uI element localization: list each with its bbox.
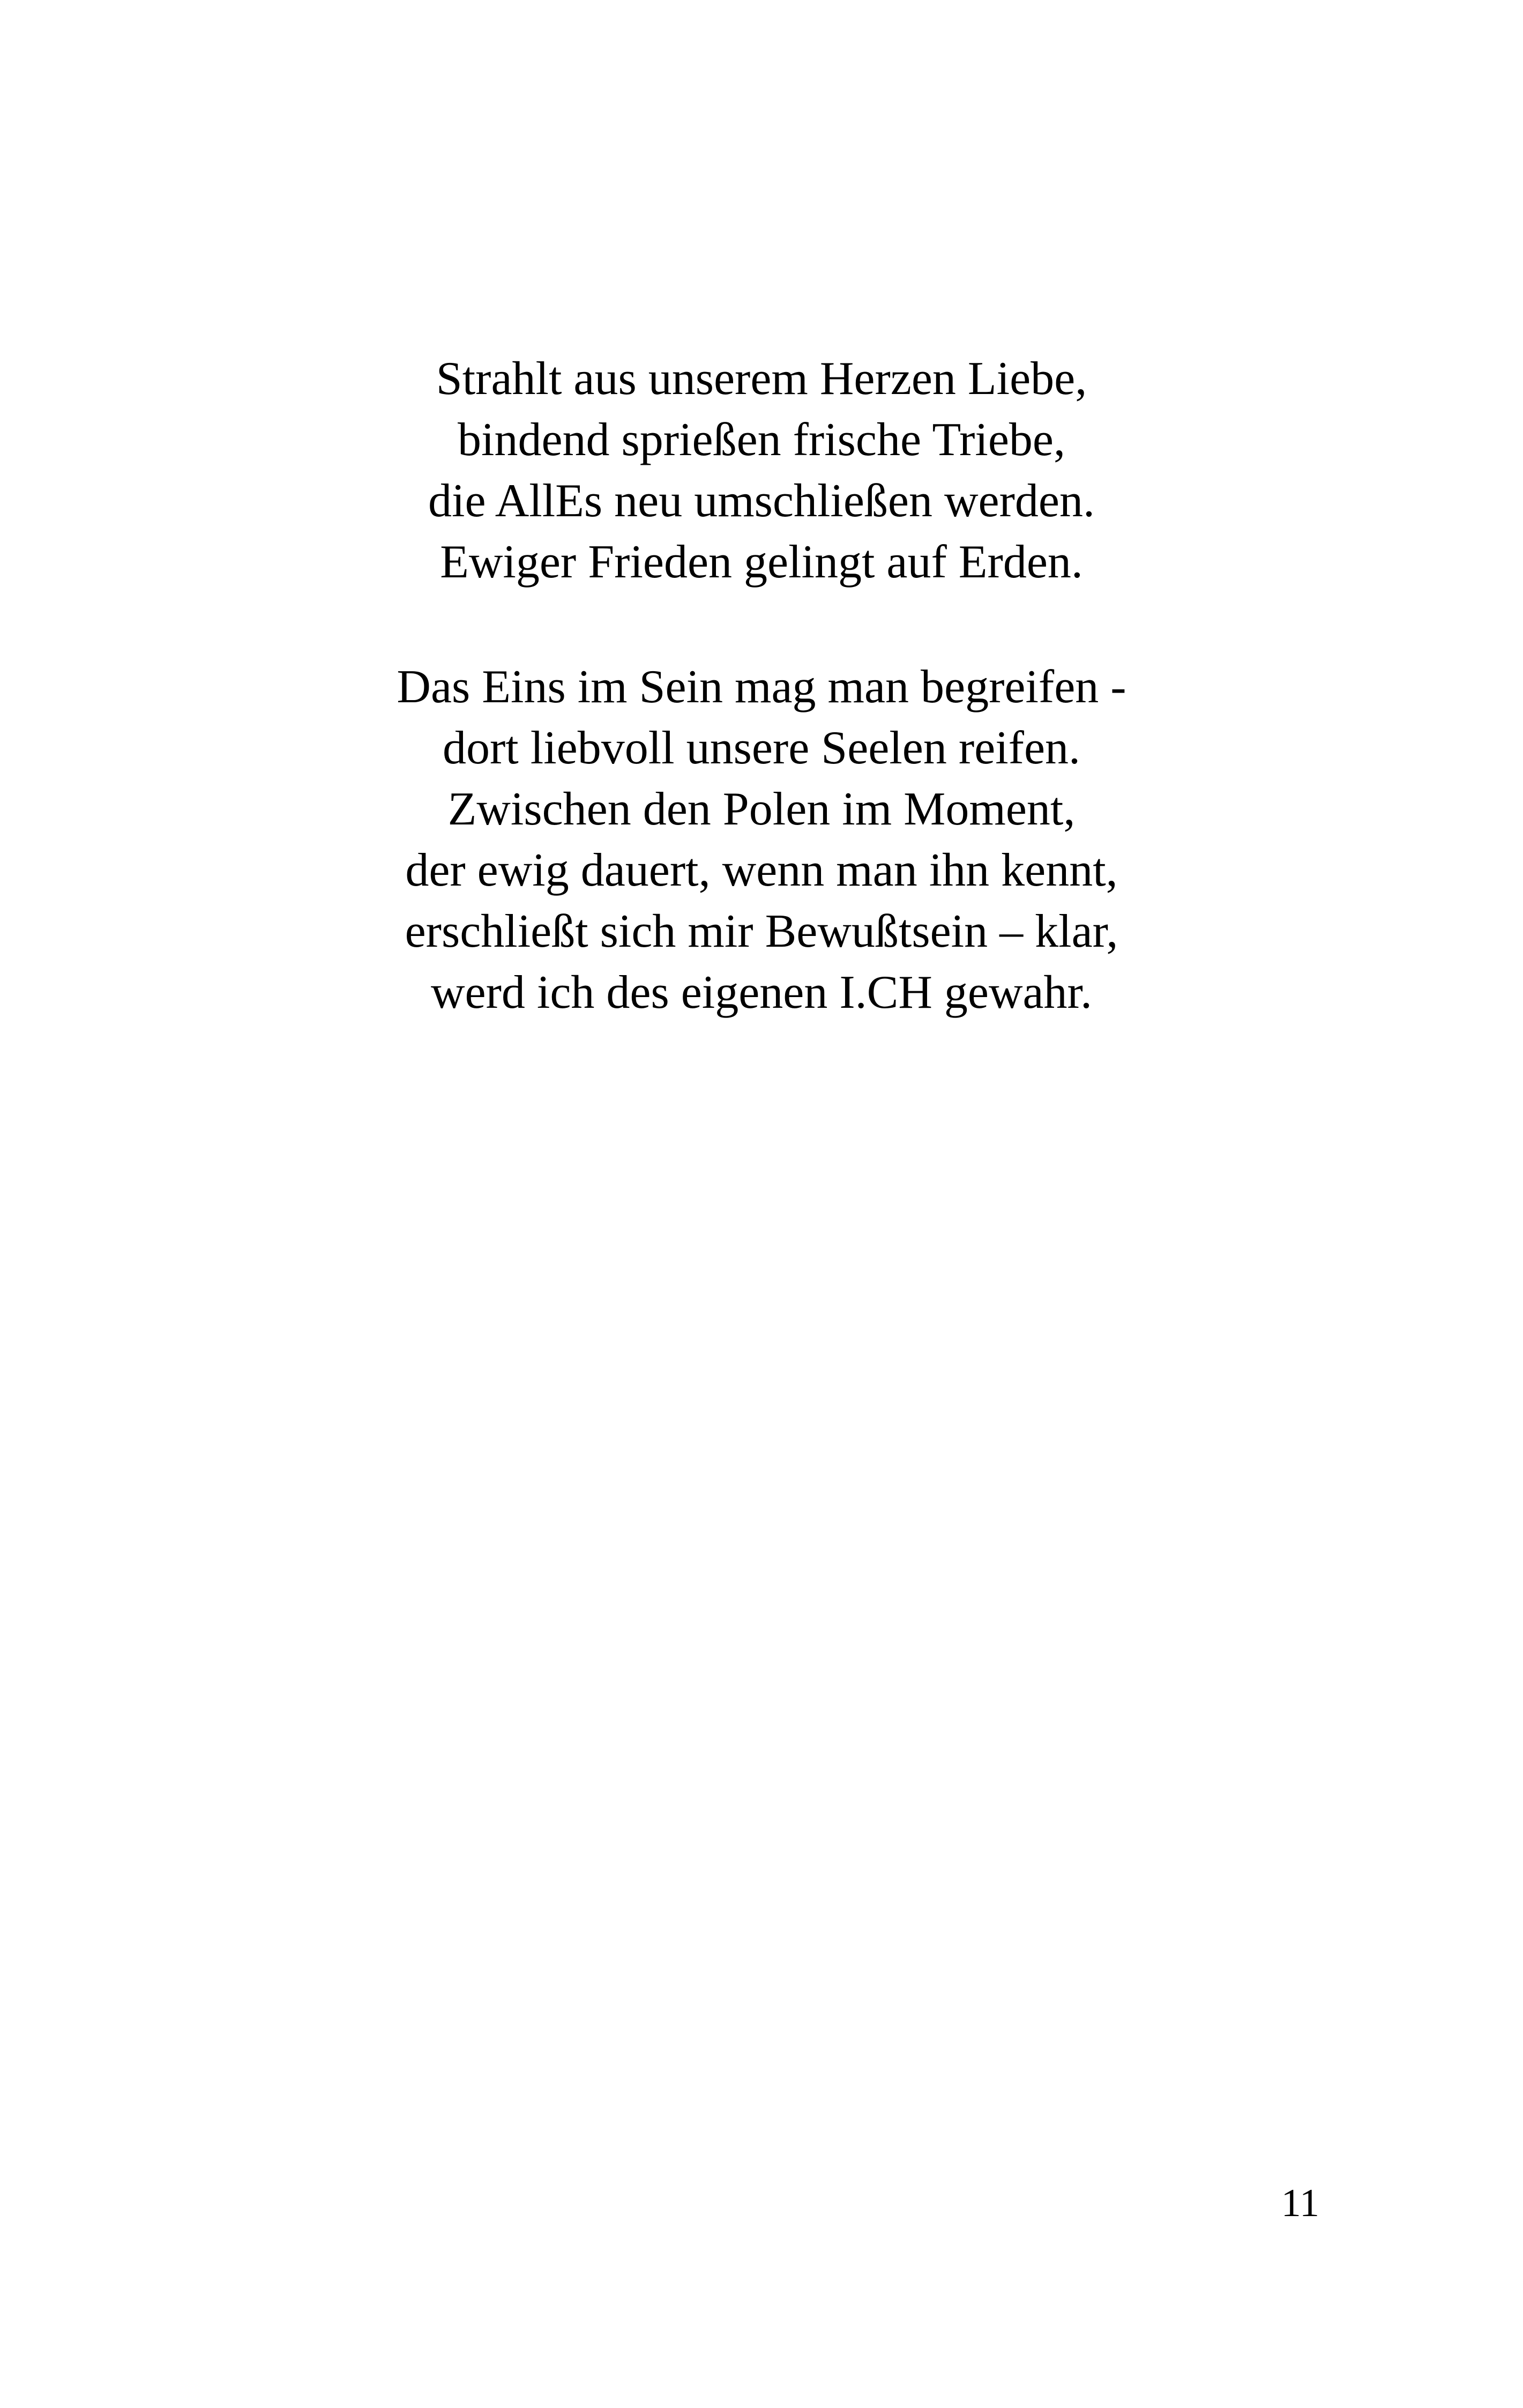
poem-line: dort liebvoll unsere Seelen reifen.: [442, 722, 1081, 774]
poem-line: werd ich des eigenen I.CH gewahr.: [430, 967, 1093, 1019]
poem-line: Das Eins im Sein mag man begreifen -: [397, 661, 1126, 713]
poem-line: die AllEs neu umschließen werden.: [428, 475, 1095, 527]
poem-line: der ewig dauert, wenn man ihn kennt,: [405, 844, 1118, 896]
poem-line: erschließt sich mir Bewußtsein – klar,: [405, 905, 1118, 957]
poem-line: bindend sprießen frische Triebe,: [458, 414, 1065, 466]
poem-line: Zwischen den Polen im Moment,: [447, 783, 1076, 835]
poem-stanza-2: [0, 657, 1523, 1023]
page-number: 11: [1281, 2181, 1319, 2225]
poem-stanza-1: [0, 348, 1523, 593]
poem-line: Ewiger Frieden gelingt auf Erden.: [440, 536, 1083, 588]
poem-line: Strahlt aus unserem Herzen Liebe,: [436, 353, 1087, 405]
